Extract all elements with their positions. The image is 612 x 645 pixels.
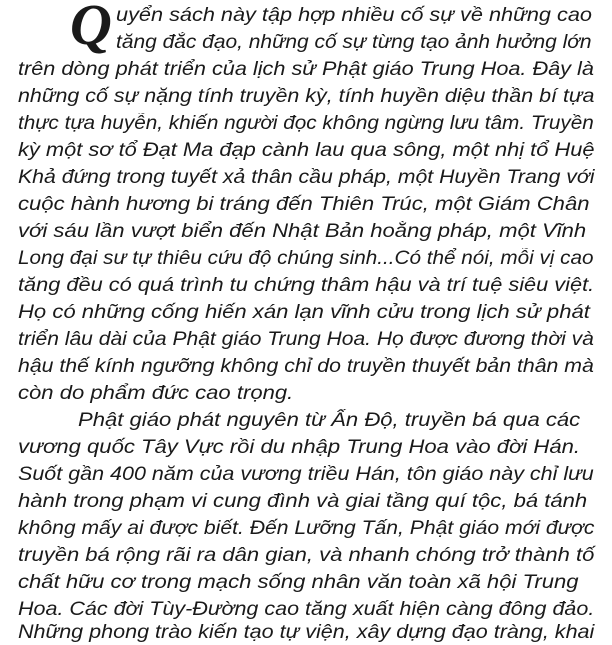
paragraph-1-line-3: trên dòng phát triển của lịch sử Phật giáo Trung Hoa. Đây là — [18, 59, 594, 80]
paragraph-2-line-2: vương quốc Tây Vực rồi du nhập Trung Hoa vào đời Hán. — [18, 437, 581, 458]
paragraph-1-line-10: Long đại sư tự thiêu cứu độ chúng sinh...Có thể nói, mỗi vị cao — [18, 248, 594, 269]
paragraph-2-line-8: Hoa. Các đời Tùy-Đường cao tăng xuất hiện càng đông đảo. — [18, 599, 595, 620]
paragraph-2-line-9: Những phong trào kiến tạo tự viện, xây dựng đạo tràng, khai — [18, 622, 595, 643]
paragraph-1-line-14: hậu thế kính ngưỡng không chỉ do truyền thuyết bản thân mà — [18, 356, 594, 377]
paragraph-1-line-11: tăng đều có quá trình tu chứng thâm hậu và trí tuệ siêu việt. — [18, 275, 595, 296]
paragraph-1-line-7: Khả đứng trong tuyết xả thân cầu pháp, một Huyền Trang với — [18, 167, 595, 188]
paragraph-2-line-4: hành trong phạm vi cung đình và giai tầng quí tộc, bá tánh — [18, 491, 588, 512]
paragraph-1-line-6: kỳ một sơ tổ Đạt Ma đạp cành lau qua sông, một nhị tổ Huệ — [18, 140, 595, 161]
paragraph-2-line-5: không mấy ai được biết. Đến Lưỡng Tấn, Phật giáo mới được — [18, 518, 595, 539]
paragraph-2-line-6: truyền bá rộng rãi ra dân gian, và nhanh chóng trở thành tố — [18, 545, 595, 566]
paragraph-1-line-13: triển lâu dài của Phật giáo Trung Hoa. Họ được đương thời và — [18, 329, 594, 350]
paragraph-2-line-1: Phật giáo phát nguyên từ Ấn Độ, truyền bá qua các — [78, 410, 581, 431]
paragraph-1-line-15: còn do phẩm đức cao trọng. — [18, 383, 294, 404]
drop-cap: Q — [70, 0, 112, 57]
paragraph-1-line-8: cuộc hành hương bi tráng đến Thiên Trúc, một Giám Chân — [18, 194, 590, 215]
paragraph-2-line-3: Suốt gần 400 năm của vương triều Hán, tôn giáo này chỉ lưu — [18, 464, 594, 485]
paragraph-1-line-4: những cố sự nặng tính truyền kỳ, tính huyền diệu thần bí tựa — [18, 86, 595, 107]
paragraph-1-line-2: tăng đắc đạo, những cố sự từng tạo ảnh hưởng lớn — [116, 32, 592, 53]
paragraph-1-line-5: thực tựa huyễn, khiến người đọc không ngừng lưu tâm. Truyền — [18, 113, 594, 134]
paragraph-1-line-12: Họ có những cống hiến xán lạn vĩnh cửu trong lịch sử phát — [18, 302, 590, 323]
paragraph-1-line-9: với sáu lần vượt biển đến Nhật Bản hoằng pháp, một Vĩnh — [18, 221, 587, 242]
paragraph-2-line-7: chất hữu cơ trong mạch sống nhân văn toàn xã hội Trung — [18, 572, 579, 593]
paragraph-1-line-1: uyển sách này tập hợp nhiều cố sự về những cao — [116, 5, 593, 26]
